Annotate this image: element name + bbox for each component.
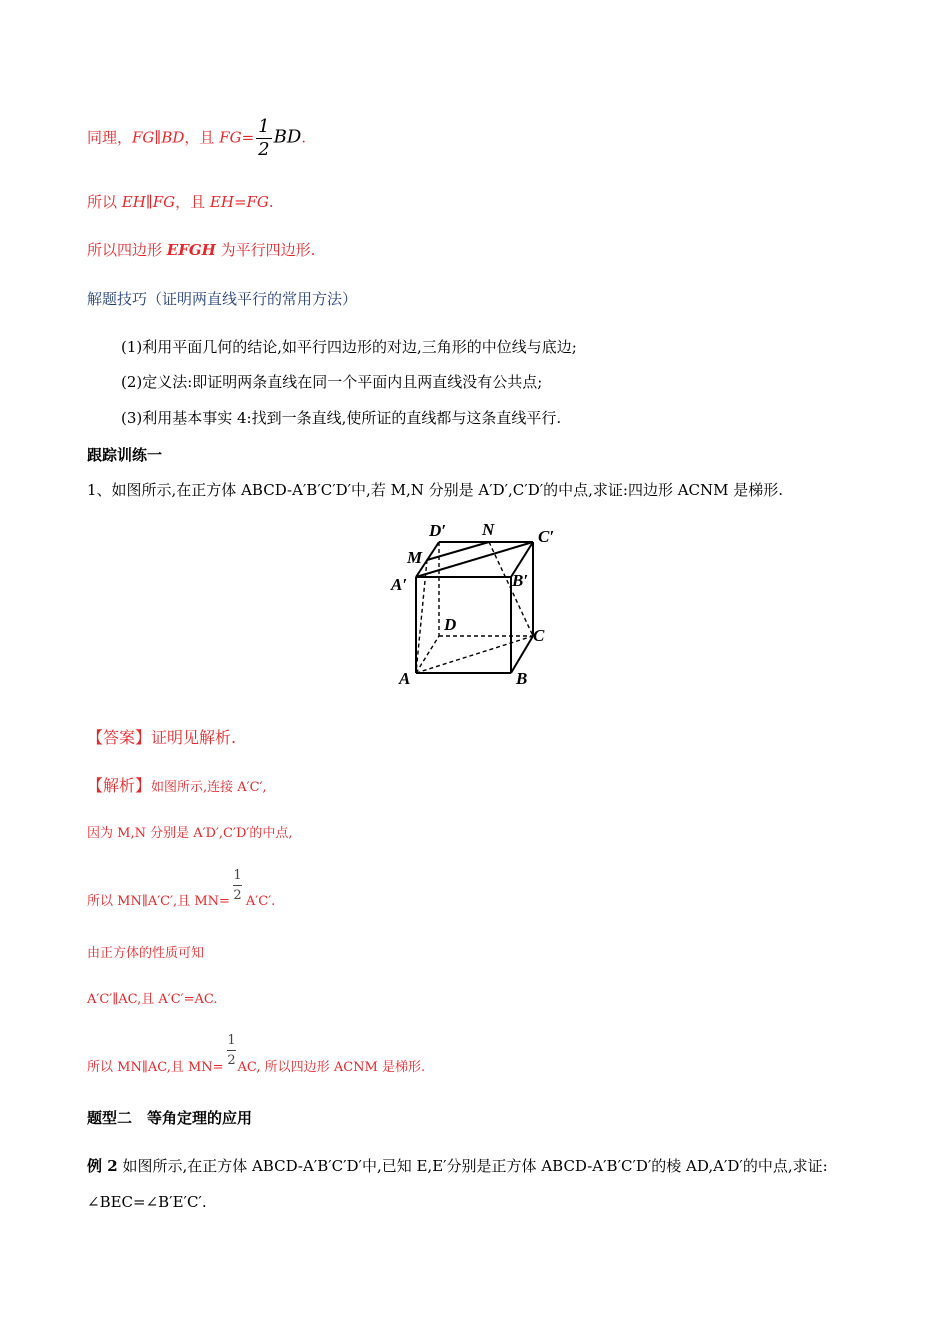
math-bd: BD xyxy=(161,128,185,147)
label-c: C xyxy=(533,626,545,645)
cube-figure xyxy=(385,516,565,694)
label-a: A xyxy=(399,669,411,688)
analysis-line-4: 由正方体的性质可知 xyxy=(87,946,205,961)
math-eh-equals-fg: EH=FG xyxy=(209,193,269,211)
analysis-line-3 xyxy=(87,890,275,909)
example-2-line-2: ∠BEC=∠B′E′C′. xyxy=(87,1193,207,1211)
tip-item-3: (3)利用基本事实 4:找到一条直线,使所证的直线都与这条直线平行. xyxy=(121,409,562,427)
label-d: D xyxy=(444,615,457,634)
answer-line xyxy=(87,725,236,748)
proof-line-eh-parallel-fg xyxy=(87,191,274,212)
label-n: N xyxy=(482,520,495,539)
math-bd-2: BD xyxy=(273,126,302,148)
proof-conclusion-parallelogram xyxy=(87,239,315,260)
problem-statement: 1、如图所示,在正方体 ABCD-A′B′C′D′中,若 M,N 分别是 A′D′,C′D′的中点,求证:四边形 ACNM 是梯形. xyxy=(87,481,784,499)
analysis-line-1 xyxy=(87,773,267,796)
example-2-line-1 xyxy=(87,1155,828,1176)
answer-tag: 【答案】 xyxy=(87,728,152,747)
fraction-one-half xyxy=(256,118,271,159)
fraction-numerator: 1 xyxy=(233,868,242,883)
example-text: 如图所示,在正方体 ABCD-A′B′C′D′中,已知 E,E′分别是正方体 ABCD-A′B′C′D′的棱 AD,A′D′的中点,求证: xyxy=(117,1157,828,1175)
math-fg: FG xyxy=(132,128,155,147)
fraction-denominator: 2 xyxy=(227,1053,236,1068)
text-prefix: 所以四边形 xyxy=(87,241,167,259)
parallel-symbol: ∥ xyxy=(145,193,153,211)
proof-line-fg-parallel-bd xyxy=(87,118,306,159)
fraction-numerator: 1 xyxy=(258,116,270,137)
analysis-line-5: A′C′∥AC,且 A′C′=AC. xyxy=(87,992,218,1007)
tip-item-1: (1)利用平面几何的结论,如平行四边形的对边,三角形的中位线与底边; xyxy=(121,338,577,356)
analysis-6-prefix: 所以 MN∥AC,且 MN= xyxy=(87,1060,224,1075)
text-prefix: 所以 xyxy=(87,193,122,211)
cube-hidden-edges xyxy=(416,542,533,673)
tip-title: 解题技巧（证明两直线平行的常用方法） xyxy=(87,290,358,308)
label-cprime: C′ xyxy=(538,527,555,546)
analysis-tag: 【解析】 xyxy=(87,776,152,795)
text-mid: ，且 xyxy=(175,193,210,211)
label-b: B xyxy=(516,669,528,688)
math-fg-2: FG xyxy=(219,128,242,147)
math-eh: EH xyxy=(121,193,146,211)
equals-sign: = xyxy=(241,128,255,147)
example-tag: 例 2 xyxy=(87,1157,118,1175)
text-prefix: 同理， xyxy=(87,128,133,147)
fraction-one-half-a xyxy=(233,869,242,902)
label-aprime: A′ xyxy=(391,575,408,594)
parallel-symbol: ∥ xyxy=(154,128,162,147)
period: . xyxy=(301,128,307,147)
label-bprime: B′ xyxy=(512,571,529,590)
edge-a-d xyxy=(416,636,439,673)
period: . xyxy=(268,193,274,211)
label-m: M xyxy=(407,548,423,567)
analysis-3-prefix: 所以 MN∥A′C′,且 MN= xyxy=(87,894,230,909)
tip-item-2: (2)定义法:即证明两条直线在同一个平面内且两直线没有公共点; xyxy=(121,373,543,391)
text-suffix: 为平行四边形. xyxy=(215,241,316,259)
label-dprime: D′ xyxy=(429,521,447,540)
cube-solid-edges xyxy=(416,542,533,673)
edge-b-c xyxy=(511,636,533,673)
fraction-bar xyxy=(233,885,242,886)
math-fg: FG xyxy=(152,193,176,211)
math-efgh: EFGH xyxy=(166,241,216,259)
fraction-denominator: 2 xyxy=(233,888,242,903)
fraction-bar xyxy=(227,1050,236,1051)
text-mid: ，且 xyxy=(184,128,220,147)
fraction-denominator: 2 xyxy=(258,139,270,160)
analysis-line-6 xyxy=(87,1056,425,1075)
fraction-numerator: 1 xyxy=(227,1033,236,1048)
fraction-one-half-b xyxy=(227,1034,236,1067)
answer-text: 证明见解析. xyxy=(151,728,237,747)
analysis-line-2: 因为 M,N 分别是 A′D′,C′D′的中点, xyxy=(87,826,293,841)
analysis-text-1: 如图所示,连接 A′C′, xyxy=(151,780,267,795)
practice-title: 跟踪训练一 xyxy=(87,446,163,464)
analysis-3-suffix: A′C′. xyxy=(245,894,276,909)
analysis-6-suffix: AC, 所以四边形 ACNM 是梯形. xyxy=(237,1060,426,1075)
section-title: 题型二 等角定理的应用 xyxy=(87,1109,253,1127)
